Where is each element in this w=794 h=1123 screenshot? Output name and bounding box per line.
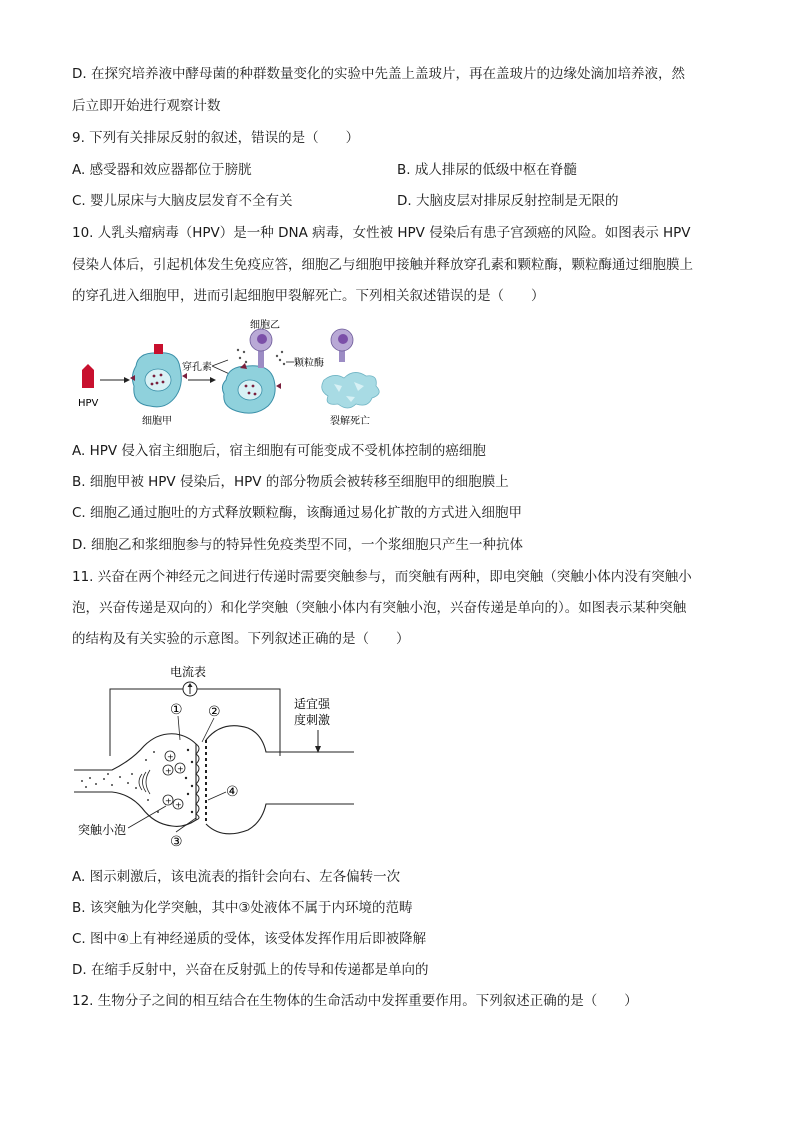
- arrow-head-icon: [210, 377, 216, 383]
- cell-yi-icon: [250, 329, 272, 368]
- stimulus-label-2: 度刺激: [294, 713, 331, 727]
- q11-option-b: B. 该突触为化学突触，其中③处液体不属于内环境的范畴: [72, 900, 413, 916]
- q10-option-a: A. HPV 侵入宿主细胞后，宿主细胞有可能变成不受机体控制的癌细胞: [72, 443, 486, 459]
- q9-option-d: D. 大脑皮层对排尿反射控制是无限的: [397, 193, 619, 209]
- perforin-label: 穿孔素: [182, 362, 212, 373]
- cell-jia-attacked-icon: [222, 363, 281, 413]
- q11-stem-line3: 的结构及有关实验的示意图。下列叙述正确的是（ ）: [72, 631, 410, 647]
- marker-2: ②: [208, 704, 221, 720]
- vesicle-charge: +: [165, 766, 172, 776]
- q10-option-d: D. 细胞乙和浆细胞参与的特异性免疫类型不同，一个浆细胞只产生一种抗体: [72, 537, 523, 553]
- q11-option-a: A. 图示刺激后，该电流表的指针会向右、左各偏转一次: [72, 869, 401, 885]
- marker-1: ①: [170, 702, 183, 718]
- q10-stem-line3: 的穿孔进入细胞甲，进而引起细胞甲裂解死亡。下列相关叙述错误的是（ ）: [72, 288, 545, 304]
- cell-jia-icon: [130, 344, 187, 407]
- arrow-head-icon: [124, 377, 130, 383]
- q8-option-d-line2: 后立即开始进行观察计数: [72, 98, 221, 114]
- cell-yi-label: 细胞乙: [250, 320, 280, 331]
- hpv-label: HPV: [78, 398, 99, 409]
- q8-option-d-line1: D. 在探究培养液中酵母菌的种群数量变化的实验中先盖上盖玻片，再在盖玻片的边缘处滴加培养液，然: [72, 66, 685, 82]
- stimulus-label-1: 适宜强: [294, 697, 331, 711]
- vesicle-charge: +: [177, 764, 184, 774]
- q9-option-a: A. 感受器和效应器都位于膀胱: [72, 162, 252, 178]
- q11-stem-line2: 泡，兴奋传递是双向的）和化学突触（突触小体内有突触小泡，兴奋传递是单向的）。如图表示某种突触: [72, 600, 687, 616]
- q11-option-c: C. 图中④上有神经递质的受体，该受体发挥作用后即被降解: [72, 931, 427, 947]
- lysed-cell-icon: [322, 372, 379, 408]
- q10-option-c: C. 细胞乙通过胞吐的方式释放颗粒酶，该酶通过易化扩散的方式进入细胞甲: [72, 505, 523, 521]
- q9-stem: 9. 下列有关排尿反射的叙述，错误的是（ ）: [72, 130, 360, 146]
- q12-stem: 12. 生物分子之间的相互结合在生物体的生命活动中发挥重要作用。下列叙述正确的是（ ）: [72, 993, 638, 1009]
- wire-right: [197, 689, 280, 756]
- synapse-figure: [72, 660, 372, 850]
- q9-options-row2: [72, 191, 722, 211]
- q9-option-b: B. 成人排尿的低级中枢在脊髓: [397, 162, 577, 178]
- q9-option-c: C. 婴儿尿床与大脑皮层发育不全有关: [72, 193, 293, 209]
- marker-3: ③: [170, 834, 183, 850]
- cell-yi-free-icon: [331, 329, 353, 362]
- cell-jia-label: 细胞甲: [142, 416, 172, 427]
- q10-stem-line1: 10. 人乳头瘤病毒（HPV）是一种 DNA 病毒，女性被 HPV 侵染后有患子宫颈癌的风险。如图表示 HPV: [72, 225, 691, 241]
- q9-options-row1: [72, 160, 722, 180]
- marker-4-pointer: [208, 792, 226, 800]
- q11-stem-line1: 11. 兴奋在两个神经元之间进行传递时需要突触参与，而突触有两种，即电突触（突触小体内没有突触小: [72, 569, 692, 585]
- hpv-virus-icon: [82, 364, 94, 388]
- vesicle-charge: +: [167, 752, 174, 762]
- vesicle-charge: +: [165, 796, 172, 806]
- ammeter-label: 电流表: [170, 665, 207, 679]
- q10-option-b: B. 细胞甲被 HPV 侵染后，HPV 的部分物质会被转移至细胞甲的细胞膜上: [72, 474, 509, 490]
- q11-option-d: D. 在缩手反射中，兴奋在反射弧上的传导和传递都是单向的: [72, 962, 429, 978]
- q10-stem-line2: 侵染人体后，引起机体发生免疫应答，细胞乙与细胞甲接触并释放穿孔素和颗粒酶，颗粒酶通过细胞膜上: [72, 257, 693, 273]
- vesicle-charge: +: [175, 800, 182, 810]
- lysis-label: 裂解死亡: [330, 416, 370, 427]
- hpv-immune-figure: [72, 318, 402, 434]
- granzyme-label: 颗粒酶: [294, 358, 324, 369]
- vesicle-label: 突触小泡: [78, 823, 127, 837]
- marker-4: ④: [226, 784, 239, 800]
- perforin-pointer: [212, 360, 228, 366]
- presynaptic-terminal: [74, 734, 196, 827]
